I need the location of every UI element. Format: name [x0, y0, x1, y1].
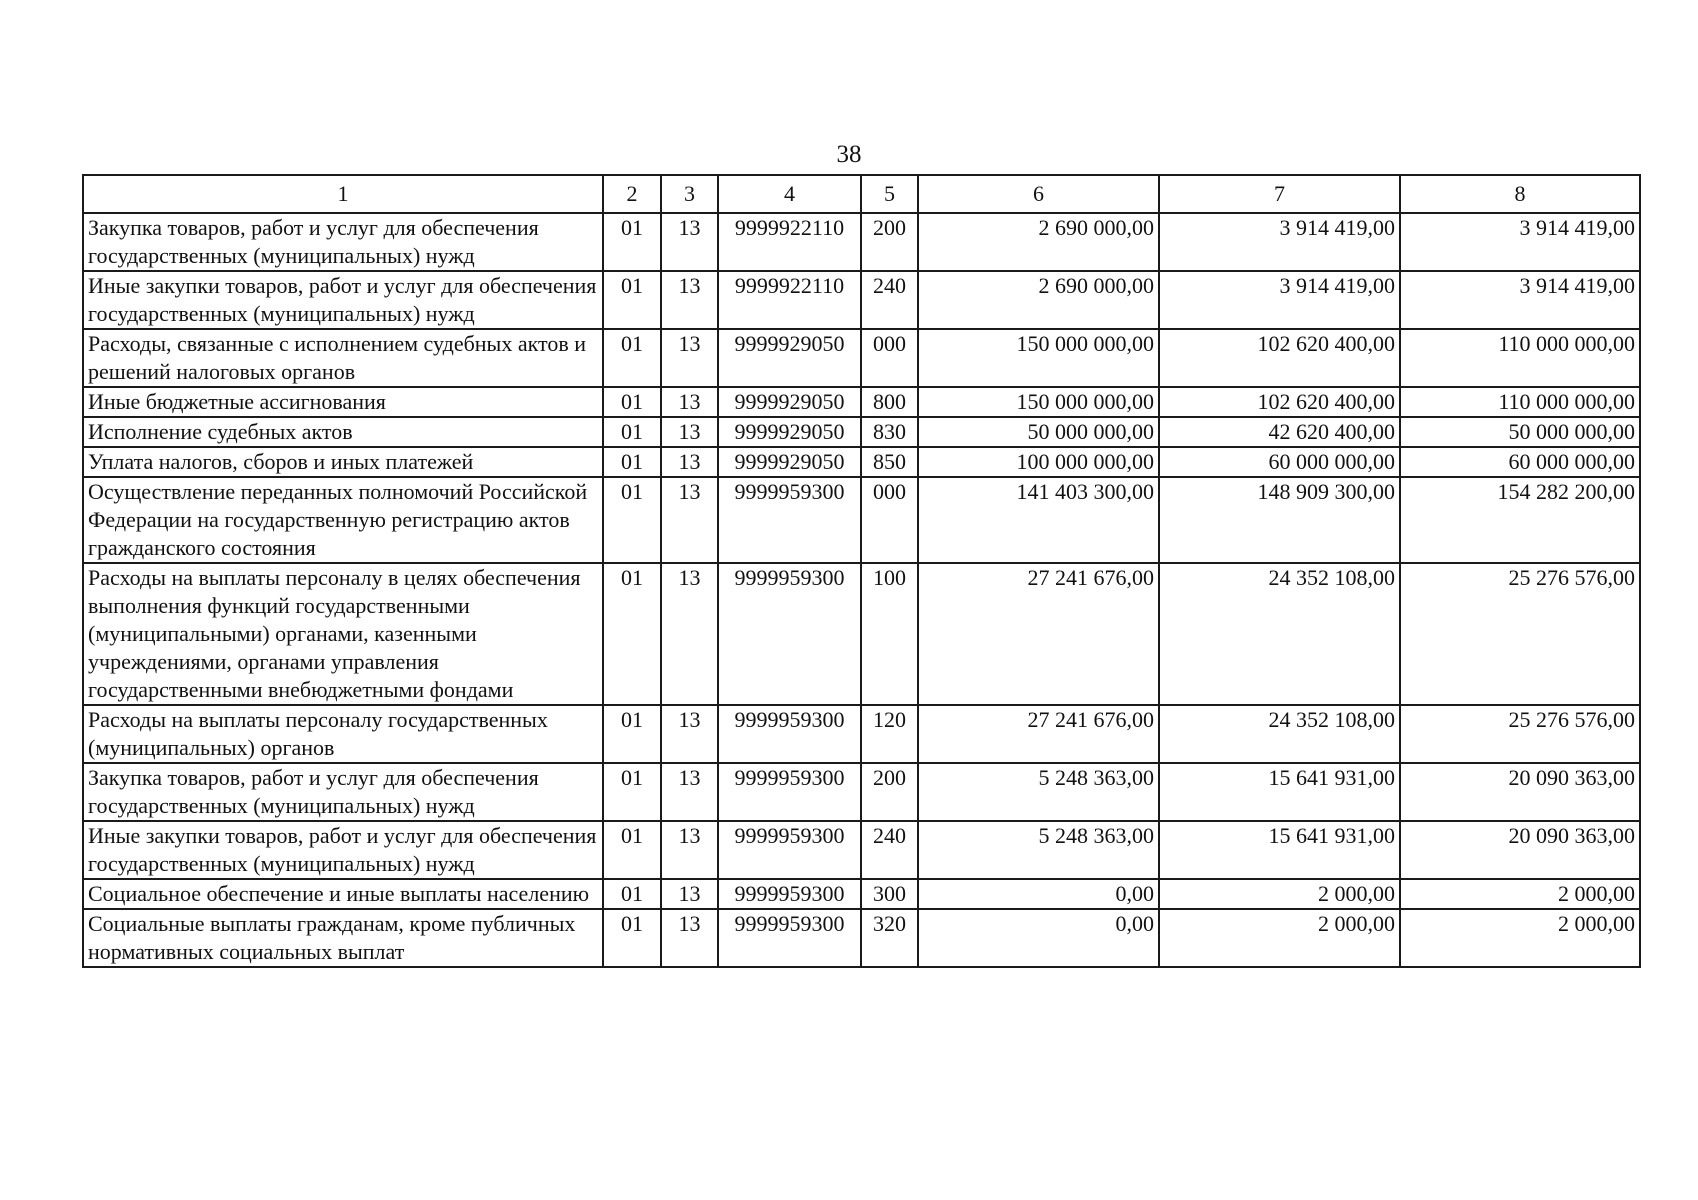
subsection-code: 13 — [661, 213, 718, 271]
amount-col6: 2 690 000,00 — [918, 213, 1159, 271]
amount-col8: 25 276 576,00 — [1400, 705, 1640, 763]
expense-type-code: 830 — [861, 417, 918, 447]
amount-col6: 141 403 300,00 — [918, 477, 1159, 563]
expense-type-code: 240 — [861, 821, 918, 879]
target-article-code: 9999922110 — [718, 271, 861, 329]
amount-col8: 25 276 576,00 — [1400, 563, 1640, 705]
expense-name: Закупка товаров, работ и услуг для обеспечения государственных (муниципальных) нужд — [83, 763, 603, 821]
target-article-code: 9999929050 — [718, 329, 861, 387]
expense-name: Закупка товаров, работ и услуг для обеспечения государственных (муниципальных) нужд — [83, 213, 603, 271]
table-row — [83, 909, 1640, 967]
amount-col6: 100 000 000,00 — [918, 447, 1159, 477]
amount-col8: 50 000 000,00 — [1400, 417, 1640, 447]
target-article-code: 9999929050 — [718, 447, 861, 477]
table-row — [83, 821, 1640, 879]
amount-col8: 154 282 200,00 — [1400, 477, 1640, 563]
section-code: 01 — [603, 329, 661, 387]
target-article-code: 9999959300 — [718, 763, 861, 821]
amount-col8: 2 000,00 — [1400, 879, 1640, 909]
expense-type-code: 100 — [861, 563, 918, 705]
amount-col7: 24 352 108,00 — [1159, 705, 1400, 763]
subsection-code: 13 — [661, 879, 718, 909]
target-article-code: 9999929050 — [718, 417, 861, 447]
page-number: 38 — [836, 141, 862, 168]
target-article-code: 9999922110 — [718, 213, 861, 271]
expense-type-code: 200 — [861, 213, 918, 271]
section-code: 01 — [603, 909, 661, 967]
table-row — [83, 563, 1640, 705]
expense-name: Иные закупки товаров, работ и услуг для обеспечения государственных (муниципальных) нужд — [83, 821, 603, 879]
subsection-code: 13 — [661, 447, 718, 477]
amount-col6: 150 000 000,00 — [918, 329, 1159, 387]
amount-col8: 110 000 000,00 — [1400, 387, 1640, 417]
amount-col6: 27 241 676,00 — [918, 705, 1159, 763]
expense-type-code: 200 — [861, 763, 918, 821]
amount-col8: 2 000,00 — [1400, 909, 1640, 967]
expense-type-code: 240 — [861, 271, 918, 329]
expense-name: Социальные выплаты гражданам, кроме публичных нормативных социальных выплат — [83, 909, 603, 967]
table-row — [83, 763, 1640, 821]
subsection-code: 13 — [661, 329, 718, 387]
section-code: 01 — [603, 387, 661, 417]
subsection-code: 13 — [661, 477, 718, 563]
amount-col6: 0,00 — [918, 879, 1159, 909]
expense-name: Иные бюджетные ассигнования — [83, 387, 603, 417]
section-code: 01 — [603, 821, 661, 879]
amount-col8: 20 090 363,00 — [1400, 821, 1640, 879]
budget-table — [82, 174, 1641, 968]
amount-col7: 2 000,00 — [1159, 879, 1400, 909]
amount-col8: 3 914 419,00 — [1400, 213, 1640, 271]
amount-col7: 60 000 000,00 — [1159, 447, 1400, 477]
header-cell-8: 8 — [1400, 175, 1640, 213]
amount-col7: 3 914 419,00 — [1159, 213, 1400, 271]
header-row — [83, 175, 1640, 213]
amount-col7: 15 641 931,00 — [1159, 763, 1400, 821]
table-row — [83, 447, 1640, 477]
header-cell-1: 1 — [83, 175, 603, 213]
expense-name: Социальное обеспечение и иные выплаты населению — [83, 879, 603, 909]
section-code: 01 — [603, 879, 661, 909]
expense-type-code: 800 — [861, 387, 918, 417]
table-row — [83, 705, 1640, 763]
subsection-code: 13 — [661, 417, 718, 447]
subsection-code: 13 — [661, 387, 718, 417]
amount-col6: 0,00 — [918, 909, 1159, 967]
expense-type-code: 300 — [861, 879, 918, 909]
header-cell-4: 4 — [718, 175, 861, 213]
table-row — [83, 271, 1640, 329]
target-article-code: 9999929050 — [718, 387, 861, 417]
amount-col8: 60 000 000,00 — [1400, 447, 1640, 477]
expense-name: Расходы на выплаты персоналу в целях обеспечения выполнения функций государственными (муниципальными) органами, казенными учреждениями, органами управления государственными внебюджетными фондами — [83, 563, 603, 705]
section-code: 01 — [603, 705, 661, 763]
amount-col8: 110 000 000,00 — [1400, 329, 1640, 387]
amount-col6: 27 241 676,00 — [918, 563, 1159, 705]
amount-col7: 15 641 931,00 — [1159, 821, 1400, 879]
header-cell-6: 6 — [918, 175, 1159, 213]
amount-col7: 3 914 419,00 — [1159, 271, 1400, 329]
expense-type-code: 000 — [861, 477, 918, 563]
amount-col7: 148 909 300,00 — [1159, 477, 1400, 563]
amount-col8: 3 914 419,00 — [1400, 271, 1640, 329]
header-cell-5: 5 — [861, 175, 918, 213]
table-row — [83, 477, 1640, 563]
expense-type-code: 850 — [861, 447, 918, 477]
target-article-code: 9999959300 — [718, 879, 861, 909]
table-row — [83, 213, 1640, 271]
amount-col7: 102 620 400,00 — [1159, 387, 1400, 417]
table-row — [83, 879, 1640, 909]
section-code: 01 — [603, 563, 661, 705]
target-article-code: 9999959300 — [718, 563, 861, 705]
subsection-code: 13 — [661, 563, 718, 705]
subsection-code: 13 — [661, 271, 718, 329]
table-row — [83, 329, 1640, 387]
expense-type-code: 320 — [861, 909, 918, 967]
section-code: 01 — [603, 417, 661, 447]
table-row — [83, 417, 1640, 447]
amount-col6: 150 000 000,00 — [918, 387, 1159, 417]
expense-name: Иные закупки товаров, работ и услуг для обеспечения государственных (муниципальных) нужд — [83, 271, 603, 329]
amount-col7: 102 620 400,00 — [1159, 329, 1400, 387]
expense-name: Осуществление переданных полномочий Российской Федерации на государственную регистрацию актов гражданского состояния — [83, 477, 603, 563]
section-code: 01 — [603, 271, 661, 329]
expense-type-code: 120 — [861, 705, 918, 763]
expense-name: Исполнение судебных актов — [83, 417, 603, 447]
section-code: 01 — [603, 213, 661, 271]
amount-col7: 24 352 108,00 — [1159, 563, 1400, 705]
amount-col8: 20 090 363,00 — [1400, 763, 1640, 821]
amount-col7: 42 620 400,00 — [1159, 417, 1400, 447]
target-article-code: 9999959300 — [718, 477, 861, 563]
section-code: 01 — [603, 447, 661, 477]
section-code: 01 — [603, 763, 661, 821]
subsection-code: 13 — [661, 821, 718, 879]
section-code: 01 — [603, 477, 661, 563]
target-article-code: 9999959300 — [718, 821, 861, 879]
expense-name: Расходы на выплаты персоналу государственных (муниципальных) органов — [83, 705, 603, 763]
amount-col6: 2 690 000,00 — [918, 271, 1159, 329]
amount-col7: 2 000,00 — [1159, 909, 1400, 967]
header-cell-7: 7 — [1159, 175, 1400, 213]
header-cell-2: 2 — [603, 175, 661, 213]
amount-col6: 5 248 363,00 — [918, 763, 1159, 821]
target-article-code: 9999959300 — [718, 909, 861, 967]
expense-type-code: 000 — [861, 329, 918, 387]
amount-col6: 50 000 000,00 — [918, 417, 1159, 447]
expense-name: Расходы, связанные с исполнением судебных актов и решений налоговых органов — [83, 329, 603, 387]
expense-name: Уплата налогов, сборов и иных платежей — [83, 447, 603, 477]
subsection-code: 13 — [661, 705, 718, 763]
subsection-code: 13 — [661, 763, 718, 821]
header-cell-3: 3 — [661, 175, 718, 213]
table-row — [83, 387, 1640, 417]
amount-col6: 5 248 363,00 — [918, 821, 1159, 879]
subsection-code: 13 — [661, 909, 718, 967]
target-article-code: 9999959300 — [718, 705, 861, 763]
